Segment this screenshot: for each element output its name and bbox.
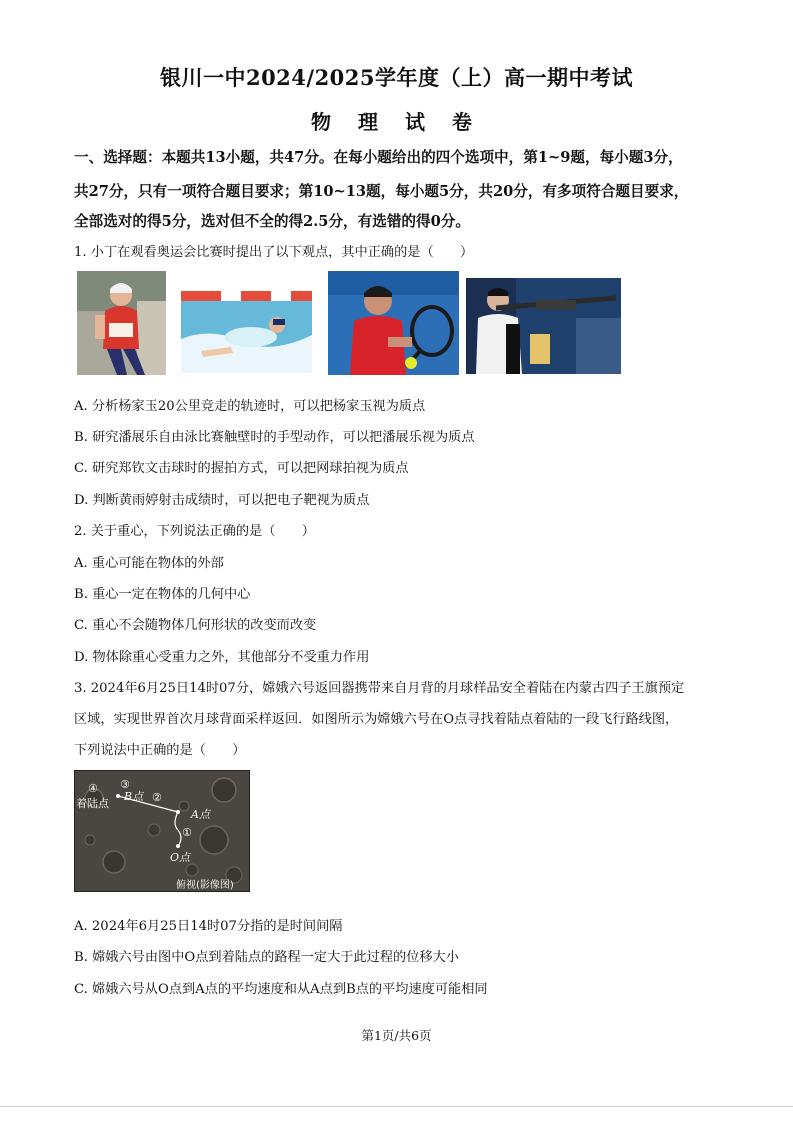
question-1-stem: 1. 小丁在观看奥运会比赛时提出了以下观点，其中正确的是（ ） [74, 245, 474, 260]
figure-label-b: B点 [124, 790, 144, 803]
question-1-option-a: A. 分析杨家玉20公里竞走的轨迹时，可以把杨家玉视为质点 [74, 399, 426, 414]
question-3-stem-line-2: 区域，实现世界首次月球背面采样返回．如图所示为嫦娥六号在O点寻找着陆点着陆的一段飞行路线图， [74, 712, 679, 727]
question-3-option-c: C. 嫦娥六号从O点到A点的平均速度和从A点到B点的平均速度可能相同 [74, 982, 488, 997]
question-2-option-c: C. 重心不会随物体几何形状的改变而改变 [74, 618, 317, 633]
race-walker-photo [77, 271, 166, 375]
page-footer: 第1页/共6页 [361, 1028, 432, 1043]
question-3-stem-line-1: 3. 2024年6月25日14时07分，嫦娥六号返回器携带来自月背的月球样品安全着陆在内蒙古四子王旗预定 [74, 681, 685, 696]
figure-number-4: ④ [88, 782, 98, 795]
tennis-player-photo [328, 271, 459, 375]
page-subtitle: 物 理 试 卷 [311, 110, 482, 134]
question-3-option-a: A. 2024年6月25日14时07分指的是时间间隔 [74, 919, 343, 934]
question-2-option-a: A. 重心可能在物体的外部 [74, 556, 224, 571]
figure-label-view: 俯视(影像图) [176, 880, 234, 891]
question-1-option-b: B. 研究潘展乐自由泳比赛触壁时的手型动作，可以把潘展乐视为质点 [74, 430, 475, 445]
figure-number-1: ① [182, 826, 192, 839]
question-1-option-d: D. 判断黄雨婷射击成绩时，可以把电子靶视为质点 [74, 493, 370, 508]
shooter-photo [466, 278, 621, 374]
section-instructions-line-3: 全部选对的得5分，选对但不全的得2.5分，有选错的得0分。 [74, 213, 470, 230]
figure-label-a: A点 [191, 808, 210, 821]
figure-number-3: ③ [120, 778, 130, 791]
figure-label-landing: 着陆点 [76, 797, 109, 810]
question-3-stem-line-3: 下列说法中正确的是（ ） [74, 743, 246, 758]
bottom-divider [0, 1106, 793, 1107]
swimmer-photo [181, 291, 312, 373]
question-2-option-d: D. 物体除重心受重力之外，其他部分不受重力作用 [74, 650, 370, 665]
section-instructions-line-1: 一、选择题：本题共13小题，共47分。在每小题给出的四个选项中，第1~9题，每小题3分， [74, 149, 683, 166]
section-instructions-line-2: 共27分，只有一项符合题目要求；第10~13题，每小题5分，共20分，有多项符合题目要求， [74, 183, 689, 200]
flight-path-figure [74, 770, 250, 892]
page-title: 银川一中2024/2025学年度（上）高一期中考试 [159, 65, 634, 90]
question-3-option-b: B. 嫦娥六号由图中O点到着陆点的路程一定大于此过程的位移大小 [74, 950, 459, 965]
question-2-stem: 2. 关于重心，下列说法正确的是（ ） [74, 524, 315, 539]
question-1-option-c: C. 研究郑钦文击球时的握拍方式，可以把网球拍视为质点 [74, 461, 409, 476]
figure-number-2: ② [152, 791, 162, 804]
figure-label-o: O点 [170, 851, 191, 864]
question-2-option-b: B. 重心一定在物体的几何中心 [74, 587, 251, 602]
